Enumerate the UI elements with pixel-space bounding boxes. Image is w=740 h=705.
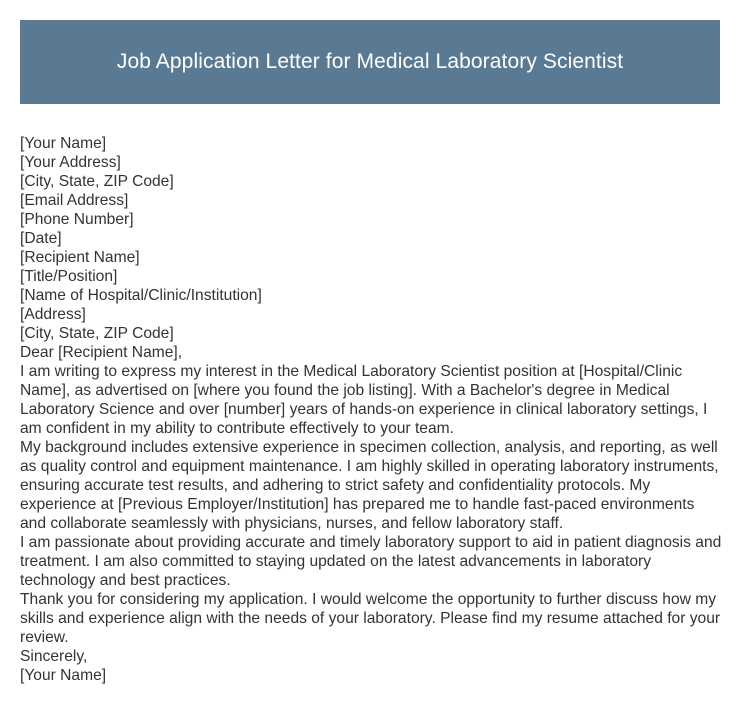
recipient-name: [Recipient Name] <box>20 249 140 266</box>
body-paragraph: My background includes extensive experience in specimen collection, analysis, and reporting, as well as quality control and equipment maintenance. I am highly skilled in operating laboratory instruments, ensuring accurate test results, and adhering to strict safety and confidentiality protocols. My experience at [Previous Employer/Institution] has prepared me to handle fast-paced environments and collaborate seamlessly with physicians, nurses, and fellow laboratory staff. <box>20 439 719 532</box>
recipient-city-state-zip: [City, State, ZIP Code] <box>20 325 174 342</box>
page-title: Job Application Letter for Medical Laboratory Scientist <box>116 50 624 73</box>
recipient-organization: [Name of Hospital/Clinic/Institution] <box>20 287 262 304</box>
body-paragraph: I am passionate about providing accurate and timely laboratory support to aid in patient diagnosis and treatment. I am also committed to staying updated on the latest advancements in laboratory technology and best practices. <box>20 534 722 589</box>
sender-address: [Your Address] <box>20 154 121 171</box>
body-paragraph: I am writing to express my interest in the Medical Laboratory Scientist position at [Hospital/Clinic Name], as advertised on [where you found the job listing]. With a Bachelor's degree in Medical Laboratory Science and over [number] years of hands-on experience in clinical laboratory settings, I am confident in my ability to contribute effectively to your team. <box>20 363 708 437</box>
recipient-title: [Title/Position] <box>20 268 118 285</box>
salutation: Dear [Recipient Name], <box>20 344 183 361</box>
body-paragraph: Thank you for considering my application. I would welcome the opportunity to further discuss how my skills and experience align with the needs of your laboratory. Please find my resume attached for your review. <box>20 591 721 646</box>
title-banner <box>20 20 720 104</box>
recipient-address: [Address] <box>20 306 86 323</box>
signature: [Your Name] <box>20 667 107 684</box>
sender-phone: [Phone Number] <box>20 211 134 228</box>
closing: Sincerely, <box>20 648 88 665</box>
sender-city-state-zip: [City, State, ZIP Code] <box>20 173 174 190</box>
sender-email: [Email Address] <box>20 192 129 209</box>
letter-date: [Date] <box>20 230 62 247</box>
letter-body <box>20 134 724 685</box>
sender-name: [Your Name] <box>20 135 107 152</box>
